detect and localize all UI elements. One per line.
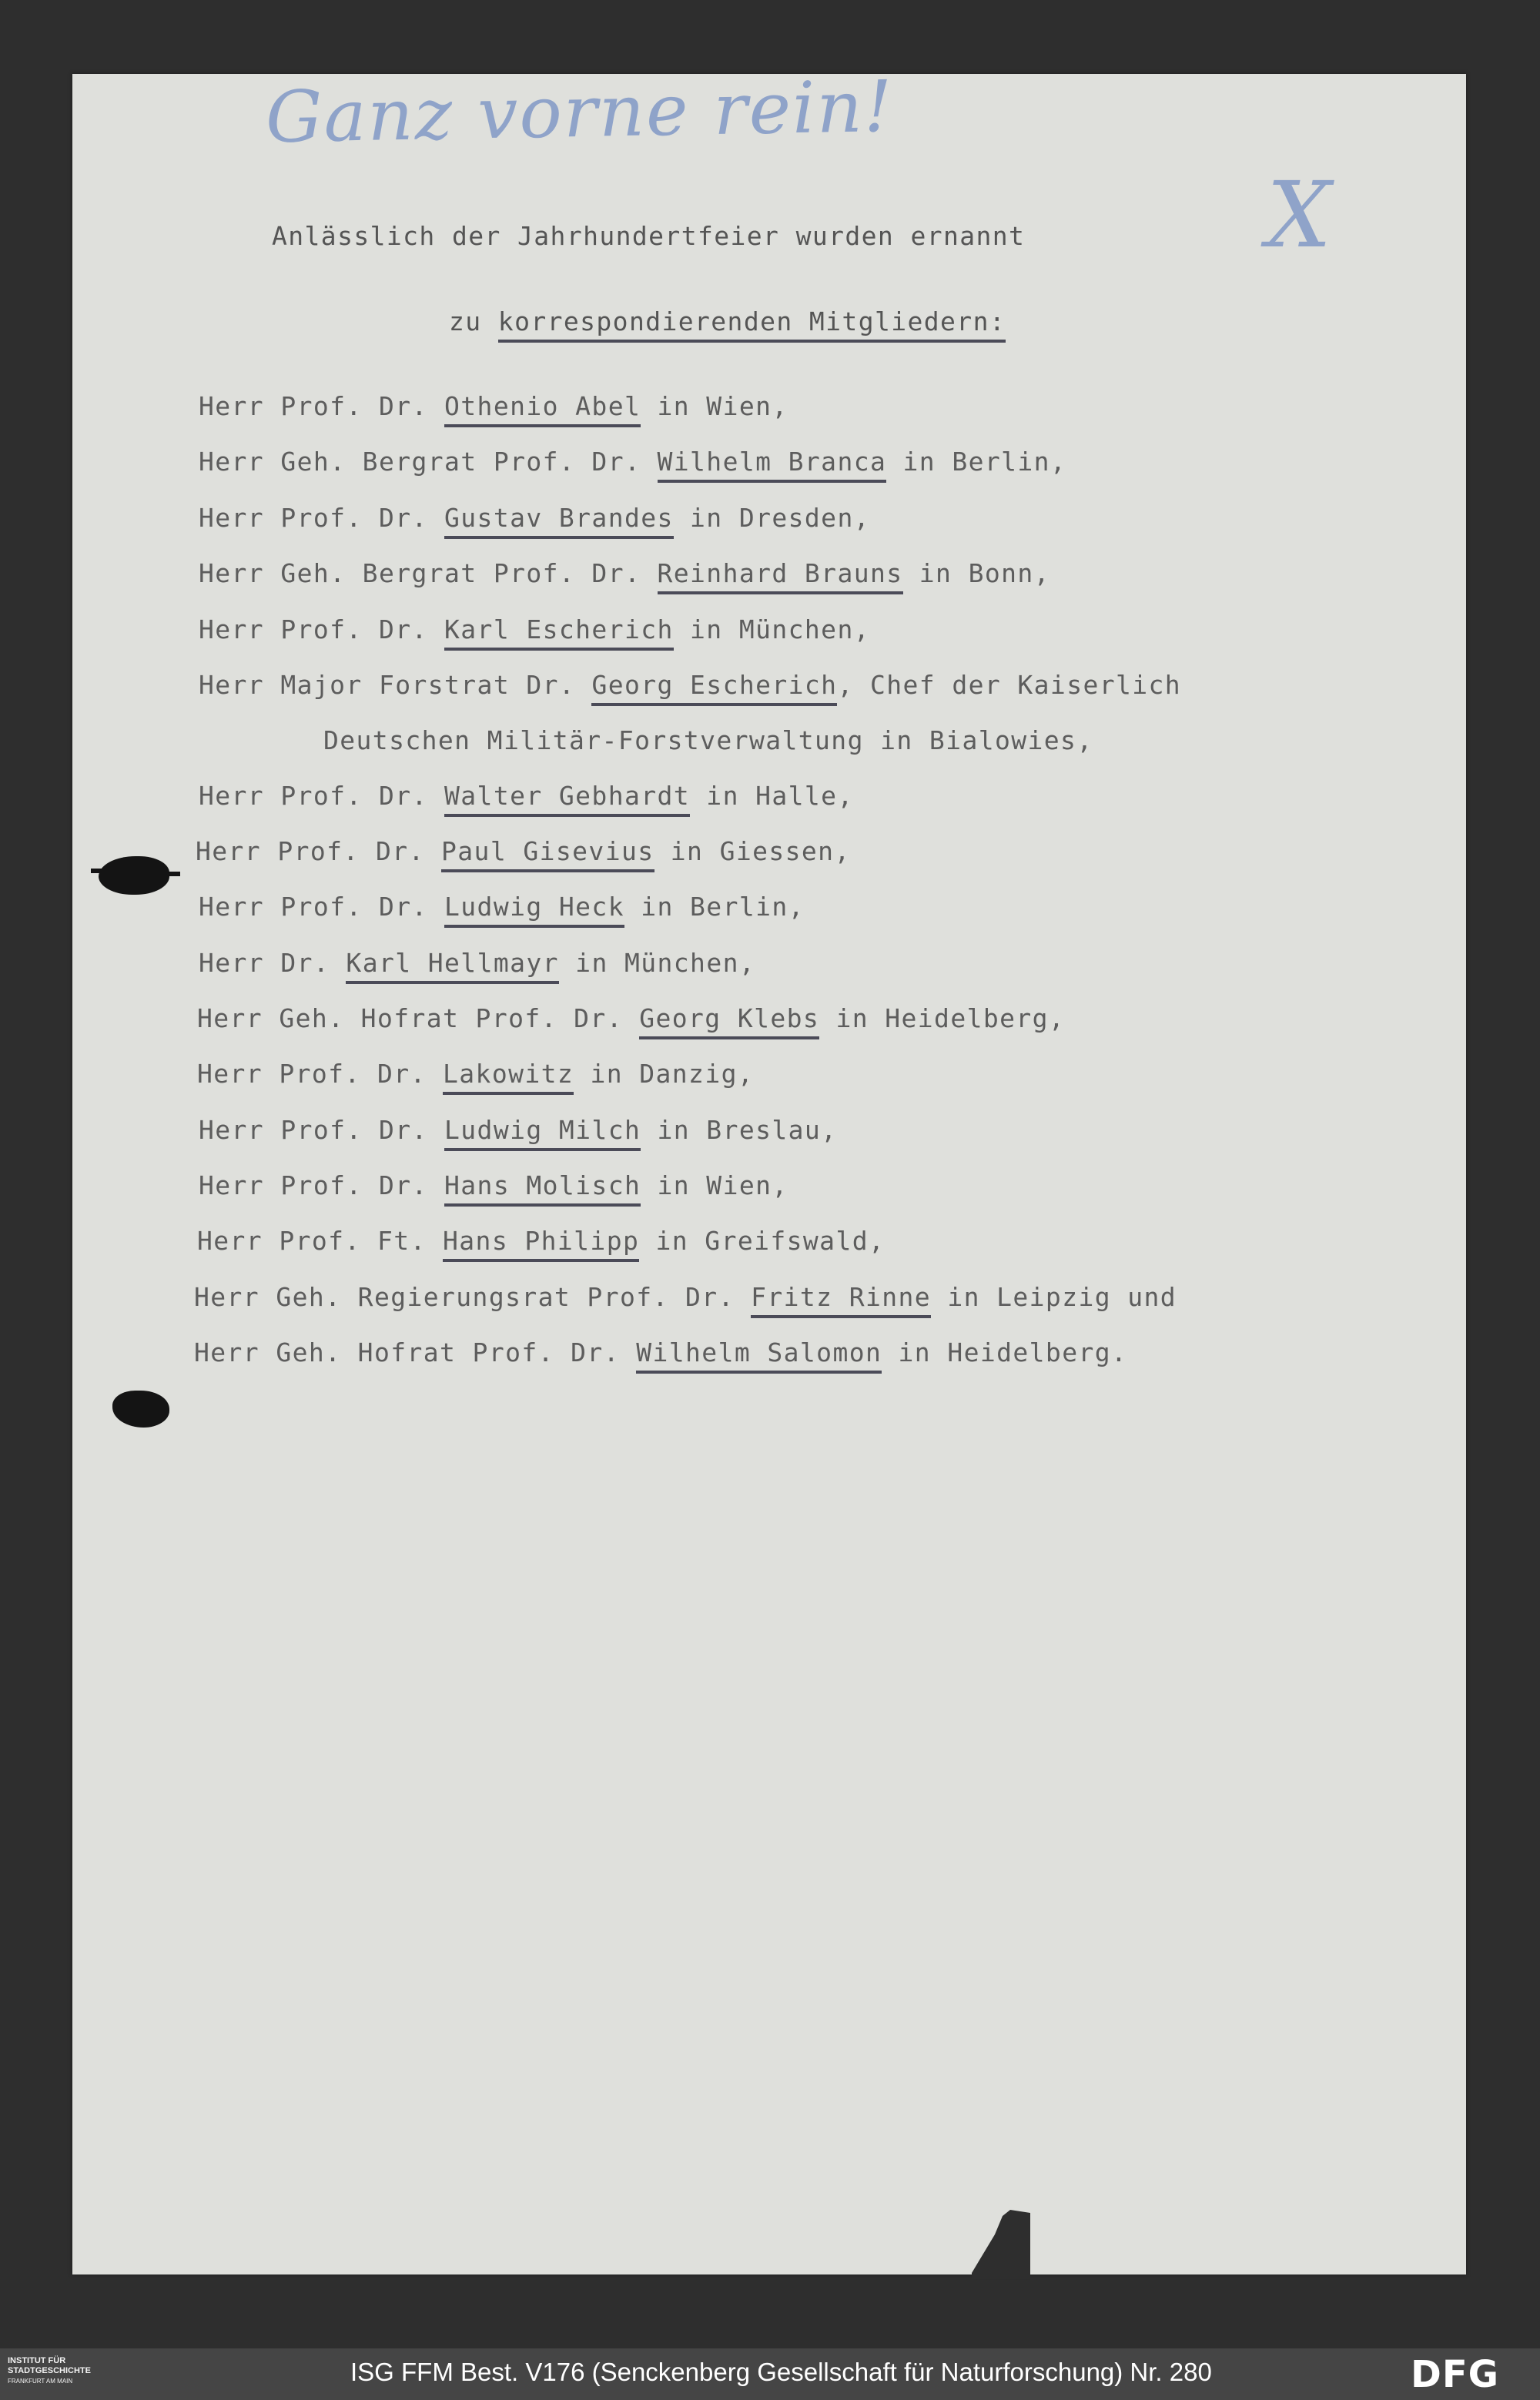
member-entry [199, 1170, 788, 1200]
entry-title: Herr Prof. Dr. [199, 614, 445, 644]
member-entry [194, 1282, 1177, 1312]
entry-title: Herr Major Forstrat Dr. [199, 670, 592, 700]
entry-name: Walter Gebhardt [444, 781, 690, 817]
member-entry [197, 1226, 885, 1256]
entry-title: Herr Prof. Dr. [196, 836, 442, 866]
handwritten-note: Ganz vorne rein! [265, 65, 895, 159]
entry-title: Herr Dr. [199, 948, 346, 978]
handwritten-mark: X [1267, 162, 1332, 268]
entry-title: Herr Geh. Bergrat Prof. Dr. [199, 558, 658, 588]
member-entry [199, 558, 1050, 588]
member-entry [199, 614, 870, 644]
entry-location: in Breslau, [641, 1115, 838, 1145]
member-entry [199, 447, 1066, 477]
entry-location: in Danzig, [574, 1059, 755, 1089]
entry-name: Gustav Brandes [444, 503, 674, 539]
entry-title: Herr Geh. Hofrat Prof. Dr. [194, 1337, 637, 1367]
entry-location: in Dresden, [673, 503, 870, 533]
heading-underlined: korrespondierenden Mitgliedern: [498, 306, 1006, 343]
entry-title: Herr Geh. Regierungsrat Prof. Dr. [194, 1282, 752, 1312]
institute-line-3: FRANKFURT AM MAIN [8, 2378, 73, 2385]
member-entry [194, 1337, 1127, 1367]
entry-title: Herr Prof. Dr. [199, 892, 445, 922]
entry-name: Reinhard Brauns [658, 558, 903, 594]
member-entry [199, 670, 1181, 700]
entry-name: Hans Philipp [443, 1226, 639, 1262]
member-entry [196, 836, 851, 866]
entry-name: Lakowitz [443, 1059, 574, 1095]
member-entry [197, 1059, 754, 1089]
entry-name: Karl Escherich [444, 614, 674, 651]
punch-hole-upper-tear-left [91, 869, 105, 873]
member-entry [199, 391, 788, 421]
entry-title: Herr Prof. Dr. [199, 391, 445, 421]
dfg-logo: DFG [1411, 2353, 1500, 2396]
entry-location: , Chef der Kaiserlich [837, 670, 1182, 700]
entry-location: in Heidelberg, [819, 1003, 1066, 1033]
entry-title: Herr Geh. Hofrat Prof. Dr. [197, 1003, 640, 1033]
archive-footer [0, 2348, 1540, 2400]
member-entry [199, 948, 755, 978]
entry-location: in München, [673, 614, 870, 644]
entry-name: Wilhelm Branca [658, 447, 887, 483]
member-entry [199, 892, 805, 922]
entry-name: Karl Hellmayr [346, 948, 558, 984]
entry-location: in Leipzig und [931, 1282, 1177, 1312]
punch-hole-upper [99, 856, 169, 895]
member-entry [199, 781, 854, 811]
entry-location: in Berlin, [624, 892, 805, 922]
entry-name: Wilhelm Salomon [636, 1337, 882, 1374]
entry-name: Hans Molisch [444, 1170, 641, 1207]
entry-name: Othenio Abel [444, 391, 641, 427]
entry-title: Herr Prof. Dr. [199, 503, 445, 533]
entry-location: in Wien, [641, 1170, 788, 1200]
heading-line-2 [449, 306, 1006, 336]
member-entry [323, 725, 1093, 755]
entry-name: Fritz Rinne [751, 1282, 931, 1318]
member-entry [197, 1003, 1065, 1033]
entry-location: in Giessen, [654, 836, 851, 866]
entry-title: Herr Prof. Ft. [197, 1226, 444, 1256]
punch-hole-upper-tear [163, 872, 180, 876]
entry-location: in Berlin, [886, 447, 1067, 477]
entry-name: Georg Escherich [591, 670, 837, 706]
entry-location: in Bonn, [902, 558, 1050, 588]
entry-location: in Greifswald, [639, 1226, 886, 1256]
entry-title: Deutschen Militär-Forstverwaltung in Bialowies, [323, 725, 1093, 755]
institute-line-1: INSTITUT FÜR [8, 2356, 66, 2365]
entry-title: Herr Prof. Dr. [199, 1115, 445, 1145]
institute-logo [8, 2356, 131, 2386]
entry-location: in München, [558, 948, 756, 978]
archive-caption: ISG FFM Best. V176 (Senckenberg Gesellschaft für Naturforschung) Nr. 280 [350, 2358, 1212, 2386]
paper-tear [972, 2210, 1030, 2279]
heading-line-1: Anlässlich der Jahrhundertfeier wurden ernannt [272, 221, 1026, 251]
entry-title: Herr Prof. Dr. [197, 1059, 444, 1089]
institute-line-2: STADTGESCHICHTE [8, 2366, 91, 2375]
entry-title: Herr Prof. Dr. [199, 1170, 445, 1200]
entry-location: in Heidelberg. [882, 1337, 1128, 1367]
entry-name: Paul Gisevius [441, 836, 654, 872]
entry-title: Herr Geh. Bergrat Prof. Dr. [199, 447, 658, 477]
entry-name: Georg Klebs [639, 1003, 819, 1039]
member-entry [199, 1115, 837, 1145]
entry-title: Herr Prof. Dr. [199, 781, 445, 811]
heading-prefix: zu [449, 306, 498, 336]
entry-name: Ludwig Heck [444, 892, 624, 928]
entry-name: Ludwig Milch [444, 1115, 641, 1151]
entry-location: in Halle, [690, 781, 854, 811]
entry-location: in Wien, [641, 391, 788, 421]
member-entry [199, 503, 870, 533]
